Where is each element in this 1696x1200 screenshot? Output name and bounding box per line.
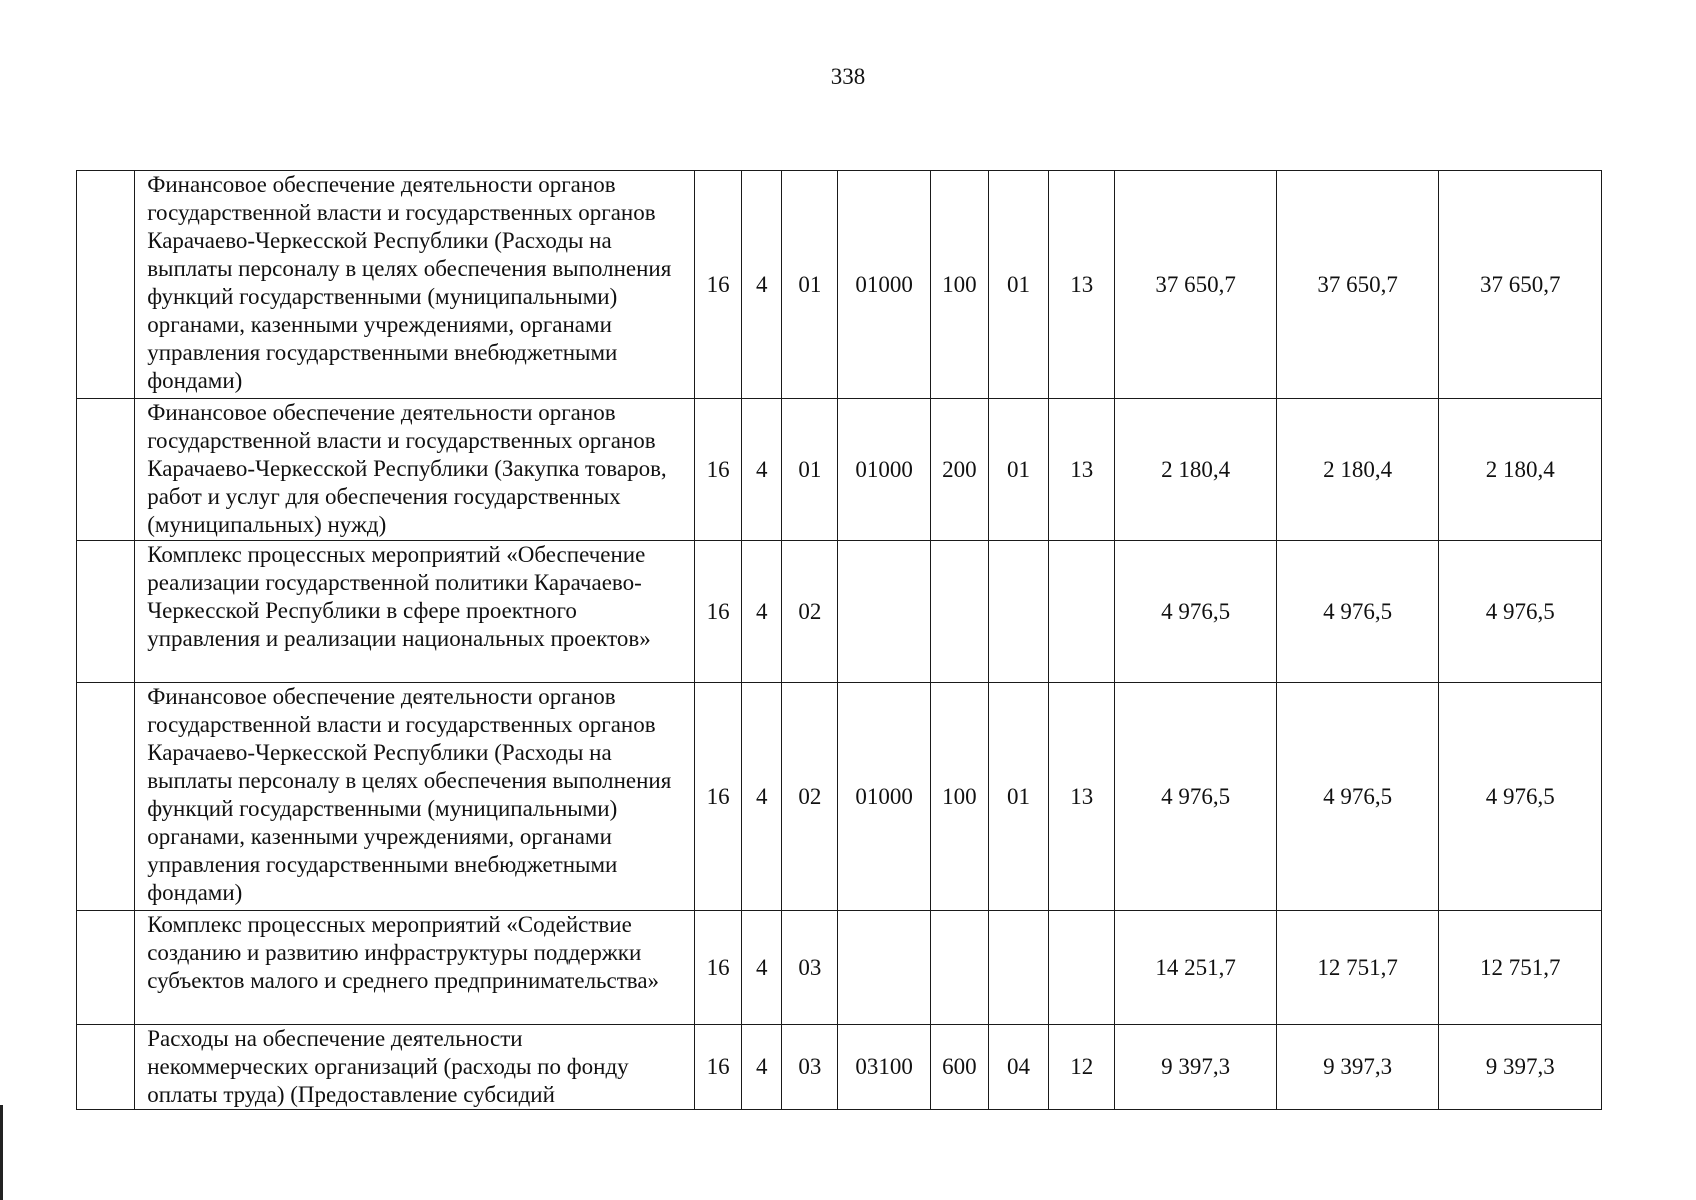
description-cell: Расходы на обеспечение деятельности некоммерческих организаций (расходы по фонду оплаты труда) (Предоставление субсидий bbox=[135, 1025, 695, 1110]
code-col-3-cell: 01 bbox=[782, 171, 838, 399]
amount-col-3-cell: 4 976,5 bbox=[1439, 541, 1602, 683]
row-number-cell bbox=[77, 1025, 135, 1110]
amount-col-3-cell: 4 976,5 bbox=[1439, 683, 1602, 911]
table-row bbox=[77, 911, 1602, 1025]
code-col-2-cell: 4 bbox=[742, 541, 782, 683]
amount-col-3-cell: 12 751,7 bbox=[1439, 911, 1602, 1025]
code-col-4-cell bbox=[838, 911, 930, 1025]
code-col-1-cell: 16 bbox=[695, 171, 742, 399]
code-col-5-cell: 100 bbox=[930, 171, 988, 399]
table-row bbox=[77, 1025, 1602, 1110]
table-row bbox=[77, 171, 1602, 399]
amount-col-2-cell: 37 650,7 bbox=[1276, 171, 1439, 399]
amount-col-2-cell: 4 976,5 bbox=[1276, 683, 1439, 911]
description-cell: Комплекс процессных мероприятий «Содействие созданию и развитию инфраструктуры поддержки субъектов малого и среднего предпринимательства» bbox=[135, 911, 695, 1025]
row-number-cell bbox=[77, 171, 135, 399]
row-number-cell bbox=[77, 541, 135, 683]
amount-col-3-cell: 37 650,7 bbox=[1439, 171, 1602, 399]
amount-col-1-cell: 37 650,7 bbox=[1115, 171, 1277, 399]
code-col-7-cell: 13 bbox=[1049, 683, 1115, 911]
code-col-4-cell: 01000 bbox=[838, 399, 930, 541]
code-col-1-cell: 16 bbox=[695, 911, 742, 1025]
code-col-3-cell: 01 bbox=[782, 399, 838, 541]
description-cell: Финансовое обеспечение деятельности органов государственной власти и государственных органов Карачаево-Черкесской Республики (Закупка товаров, работ и услуг для обеспечения государственных (муниципальных) нужд) bbox=[135, 399, 695, 541]
table-row bbox=[77, 541, 1602, 683]
code-col-2-cell: 4 bbox=[742, 911, 782, 1025]
code-col-6-cell: 01 bbox=[988, 683, 1048, 911]
code-col-5-cell bbox=[930, 541, 988, 683]
code-col-3-cell: 02 bbox=[782, 683, 838, 911]
code-col-3-cell: 02 bbox=[782, 541, 838, 683]
code-col-7-cell bbox=[1049, 911, 1115, 1025]
code-col-6-cell: 04 bbox=[988, 1025, 1048, 1110]
code-col-5-cell: 100 bbox=[930, 683, 988, 911]
description-cell: Финансовое обеспечение деятельности органов государственной власти и государственных органов Карачаево-Черкесской Республики (Расходы на выплаты персоналу в целях обеспечения выполнения функций государственными (муниципальными) органами, казенными учреждениями, органами управления государственными внебюджетными фондами) bbox=[135, 171, 695, 399]
amount-col-2-cell: 9 397,3 bbox=[1276, 1025, 1439, 1110]
row-number-cell bbox=[77, 399, 135, 541]
amount-col-2-cell: 2 180,4 bbox=[1276, 399, 1439, 541]
budget-table bbox=[76, 170, 1602, 1110]
code-col-4-cell: 01000 bbox=[838, 683, 930, 911]
table-row bbox=[77, 399, 1602, 541]
code-col-1-cell: 16 bbox=[695, 541, 742, 683]
code-col-6-cell bbox=[988, 911, 1048, 1025]
code-col-5-cell: 200 bbox=[930, 399, 988, 541]
scan-edge-mark bbox=[0, 1105, 3, 1200]
code-col-4-cell bbox=[838, 541, 930, 683]
amount-col-3-cell: 9 397,3 bbox=[1439, 1025, 1602, 1110]
amount-col-1-cell: 14 251,7 bbox=[1115, 911, 1277, 1025]
row-number-cell bbox=[77, 683, 135, 911]
amount-col-1-cell: 9 397,3 bbox=[1115, 1025, 1277, 1110]
amount-col-2-cell: 4 976,5 bbox=[1276, 541, 1439, 683]
amount-col-2-cell: 12 751,7 bbox=[1276, 911, 1439, 1025]
code-col-6-cell bbox=[988, 541, 1048, 683]
code-col-2-cell: 4 bbox=[742, 399, 782, 541]
amount-col-3-cell: 2 180,4 bbox=[1439, 399, 1602, 541]
amount-col-1-cell: 4 976,5 bbox=[1115, 683, 1277, 911]
code-col-3-cell: 03 bbox=[782, 911, 838, 1025]
code-col-4-cell: 03100 bbox=[838, 1025, 930, 1110]
code-col-1-cell: 16 bbox=[695, 1025, 742, 1110]
code-col-2-cell: 4 bbox=[742, 683, 782, 911]
code-col-1-cell: 16 bbox=[695, 683, 742, 911]
code-col-2-cell: 4 bbox=[742, 171, 782, 399]
code-col-3-cell: 03 bbox=[782, 1025, 838, 1110]
code-col-2-cell: 4 bbox=[742, 1025, 782, 1110]
code-col-6-cell: 01 bbox=[988, 171, 1048, 399]
code-col-6-cell: 01 bbox=[988, 399, 1048, 541]
code-col-5-cell bbox=[930, 911, 988, 1025]
amount-col-1-cell: 4 976,5 bbox=[1115, 541, 1277, 683]
code-col-7-cell: 13 bbox=[1049, 399, 1115, 541]
description-cell: Финансовое обеспечение деятельности органов государственной власти и государственных органов Карачаево-Черкесской Республики (Расходы на выплаты персоналу в целях обеспечения выполнения функций государственными (муниципальными) органами, казенными учреждениями, органами управления государственными внебюджетными фондами) bbox=[135, 683, 695, 911]
code-col-7-cell: 12 bbox=[1049, 1025, 1115, 1110]
row-number-cell bbox=[77, 911, 135, 1025]
code-col-1-cell: 16 bbox=[695, 399, 742, 541]
code-col-7-cell bbox=[1049, 541, 1115, 683]
code-col-5-cell: 600 bbox=[930, 1025, 988, 1110]
table-row bbox=[77, 683, 1602, 911]
code-col-7-cell: 13 bbox=[1049, 171, 1115, 399]
code-col-4-cell: 01000 bbox=[838, 171, 930, 399]
description-cell: Комплекс процессных мероприятий «Обеспечение реализации государственной политики Карачаево-Черкесской Республики в сфере проектного управления и реализации национальных проектов» bbox=[135, 541, 695, 683]
amount-col-1-cell: 2 180,4 bbox=[1115, 399, 1277, 541]
page-number: 338 bbox=[830, 64, 866, 89]
